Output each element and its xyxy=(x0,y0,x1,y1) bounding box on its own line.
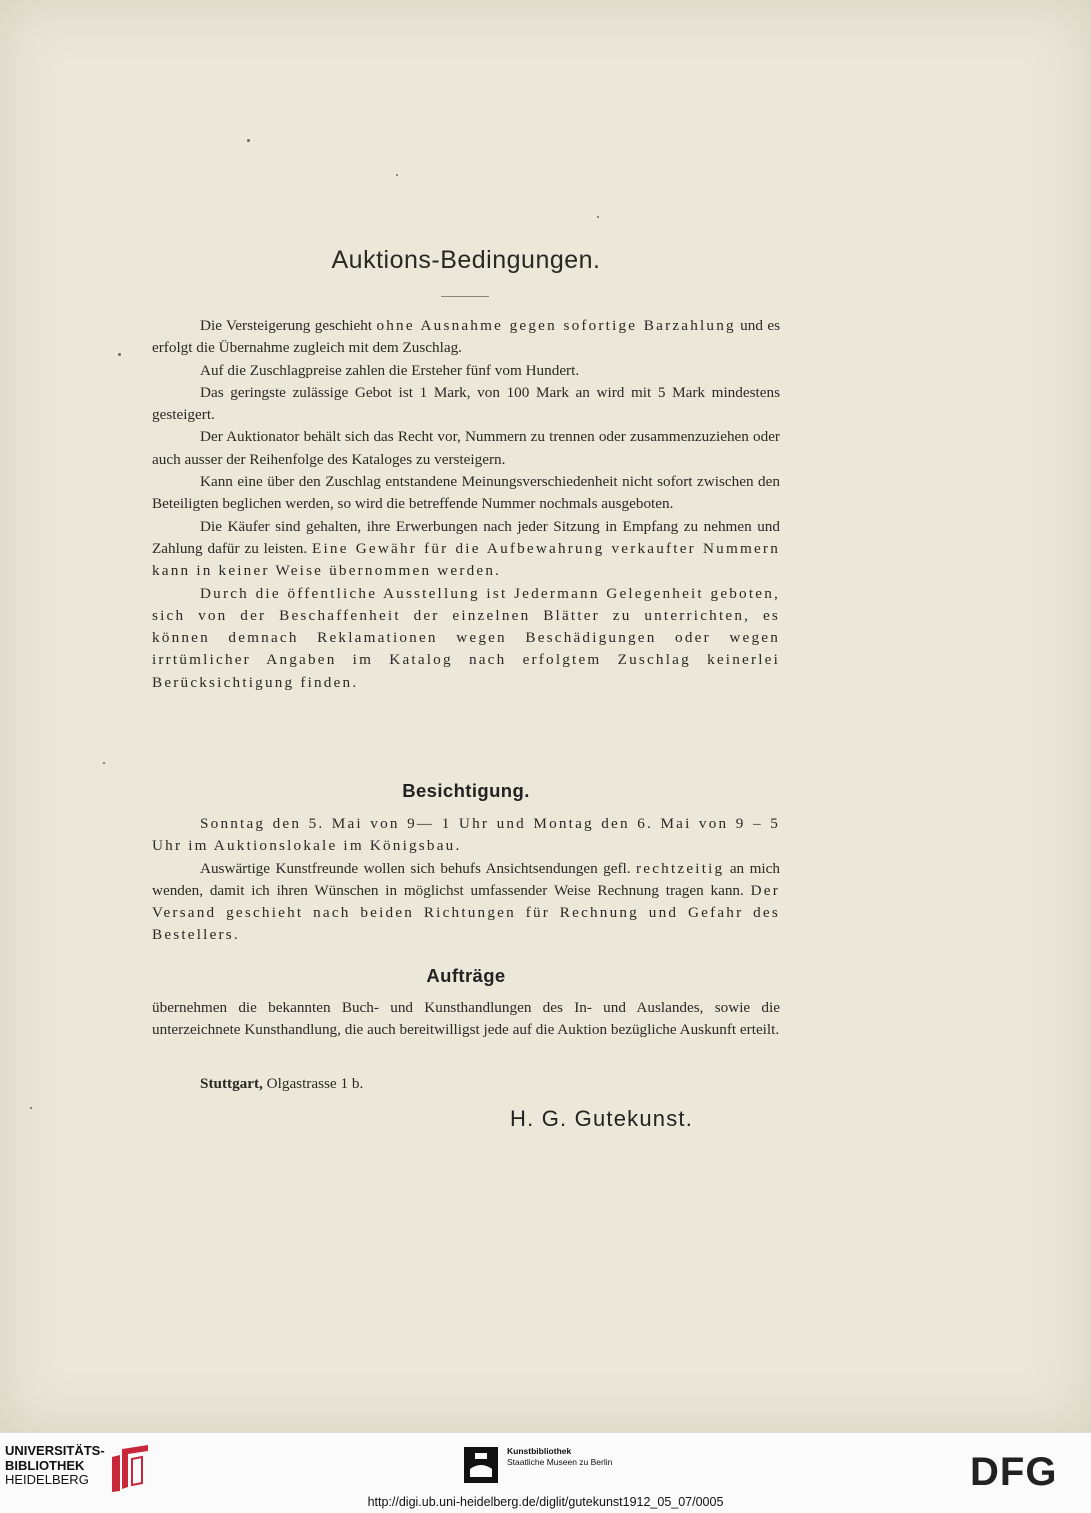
title-divider xyxy=(441,296,489,297)
speck xyxy=(103,762,105,764)
speck xyxy=(30,1107,32,1109)
viewing-section xyxy=(152,813,780,947)
library-name[interactable]: UNIVERSITÄTS- BIBLIOTHEK HEIDELBERG xyxy=(5,1443,105,1487)
kunstbibliothek-label: Kunstbibliothek Staatliche Museen zu Berlin xyxy=(507,1446,613,1467)
orders-section xyxy=(152,997,780,1042)
place-city: Stuttgart, xyxy=(200,1075,263,1092)
condition-paragraph: Kann eine über den Zuschlag entstandene Meinungsverschiedenheit nicht sofort zwischen den Beteiligten beglichen werden, so wird die betreffende Nummer nochmals ausgeboten. xyxy=(152,473,780,513)
speck xyxy=(597,216,599,218)
place-street: Olgastrasse 1 b. xyxy=(266,1075,364,1092)
condition-paragraph: Das geringste zulässige Gebot ist 1 Mark, von 100 Mark an wird mit 5 Mark mindestens gesteigert. xyxy=(152,383,780,424)
place-line xyxy=(200,1075,363,1093)
kunstbibliothek-logo-icon[interactable] xyxy=(464,1447,498,1483)
library-logo-icon[interactable] xyxy=(108,1443,152,1493)
speck xyxy=(247,139,250,142)
viewing-paragraph: Auswärtige Kunstfreunde wollen sich behufs Ansichtsendungen gefl. rechtzeitig an mich wenden, damit ich ihren Wünschen in möglichst umfassender Weise Rechnung tragen kann. Der Versand geschieht nach beiden Richtungen für Rechnung und Gefahr des Bestellers. xyxy=(152,859,780,944)
orders-paragraph: übernehmen die bekannten Buch- und Kunsthandlungen des In- und Auslandes, sowie die unterzeichnete Kunsthandlung, die auch bereitwilligst jede auf die Auktion bezügliche Auskunft erteilt. xyxy=(152,999,780,1039)
speck xyxy=(118,353,121,356)
condition-paragraph: Der Auktionator behält sich das Recht vor, Nummern zu trennen oder zusammenzuziehen oder auch ausser der Reihenfolge des Kataloges zu versteigern. xyxy=(152,428,780,468)
viewing-paragraph: Sonntag den 5. Mai von 9— 1 Uhr und Montag den 6. Mai von 9 – 5 Uhr im Auktionslokale im Königsbau. xyxy=(152,815,780,855)
viewing-heading: Besichtigung. xyxy=(402,780,530,801)
permalink-url[interactable]: http://digi.ub.uni-heidelberg.de/diglit/gutekunst1912_05_07/0005 xyxy=(367,1495,724,1509)
signature: H. G. Gutekunst. xyxy=(510,1106,694,1131)
condition-paragraph: Die Versteigerung geschieht ohne Ausnahme gegen sofortige Barzahlung und es erfolgt die Übernahme zugleich mit dem Zuschlag. xyxy=(152,317,780,357)
conditions-section xyxy=(152,315,780,694)
footer-bar xyxy=(0,1432,1091,1513)
document-title: Auktions-Bedingungen. xyxy=(331,246,601,274)
speck xyxy=(396,174,398,176)
orders-heading: Aufträge xyxy=(426,965,506,986)
dfg-logo[interactable]: DFG xyxy=(970,1450,1058,1494)
condition-paragraph: Durch die öffentliche Ausstellung ist Jedermann Gelegenheit geboten, sich von der Beschaffenheit der einzelnen Blätter zu unterrichten, es können demnach Reklamationen wegen Beschädigungen oder wegen irrtümlicher Angaben im Katalog nach erfolgtem Zuschlag keinerlei Berücksichtigung finden. xyxy=(152,584,780,691)
condition-paragraph: Die Käufer sind gehalten, ihre Erwerbungen nach jeder Sitzung in Empfang zu nehmen und Zahlung dafür zu leisten. Eine Gewähr für die Aufbewahrung verkaufter Nummern kann in keiner Weise übernommen werden. xyxy=(152,517,780,580)
condition-paragraph: Auf die Zuschlagpreise zahlen die Ersteher fünf vom Hundert. xyxy=(200,361,580,379)
